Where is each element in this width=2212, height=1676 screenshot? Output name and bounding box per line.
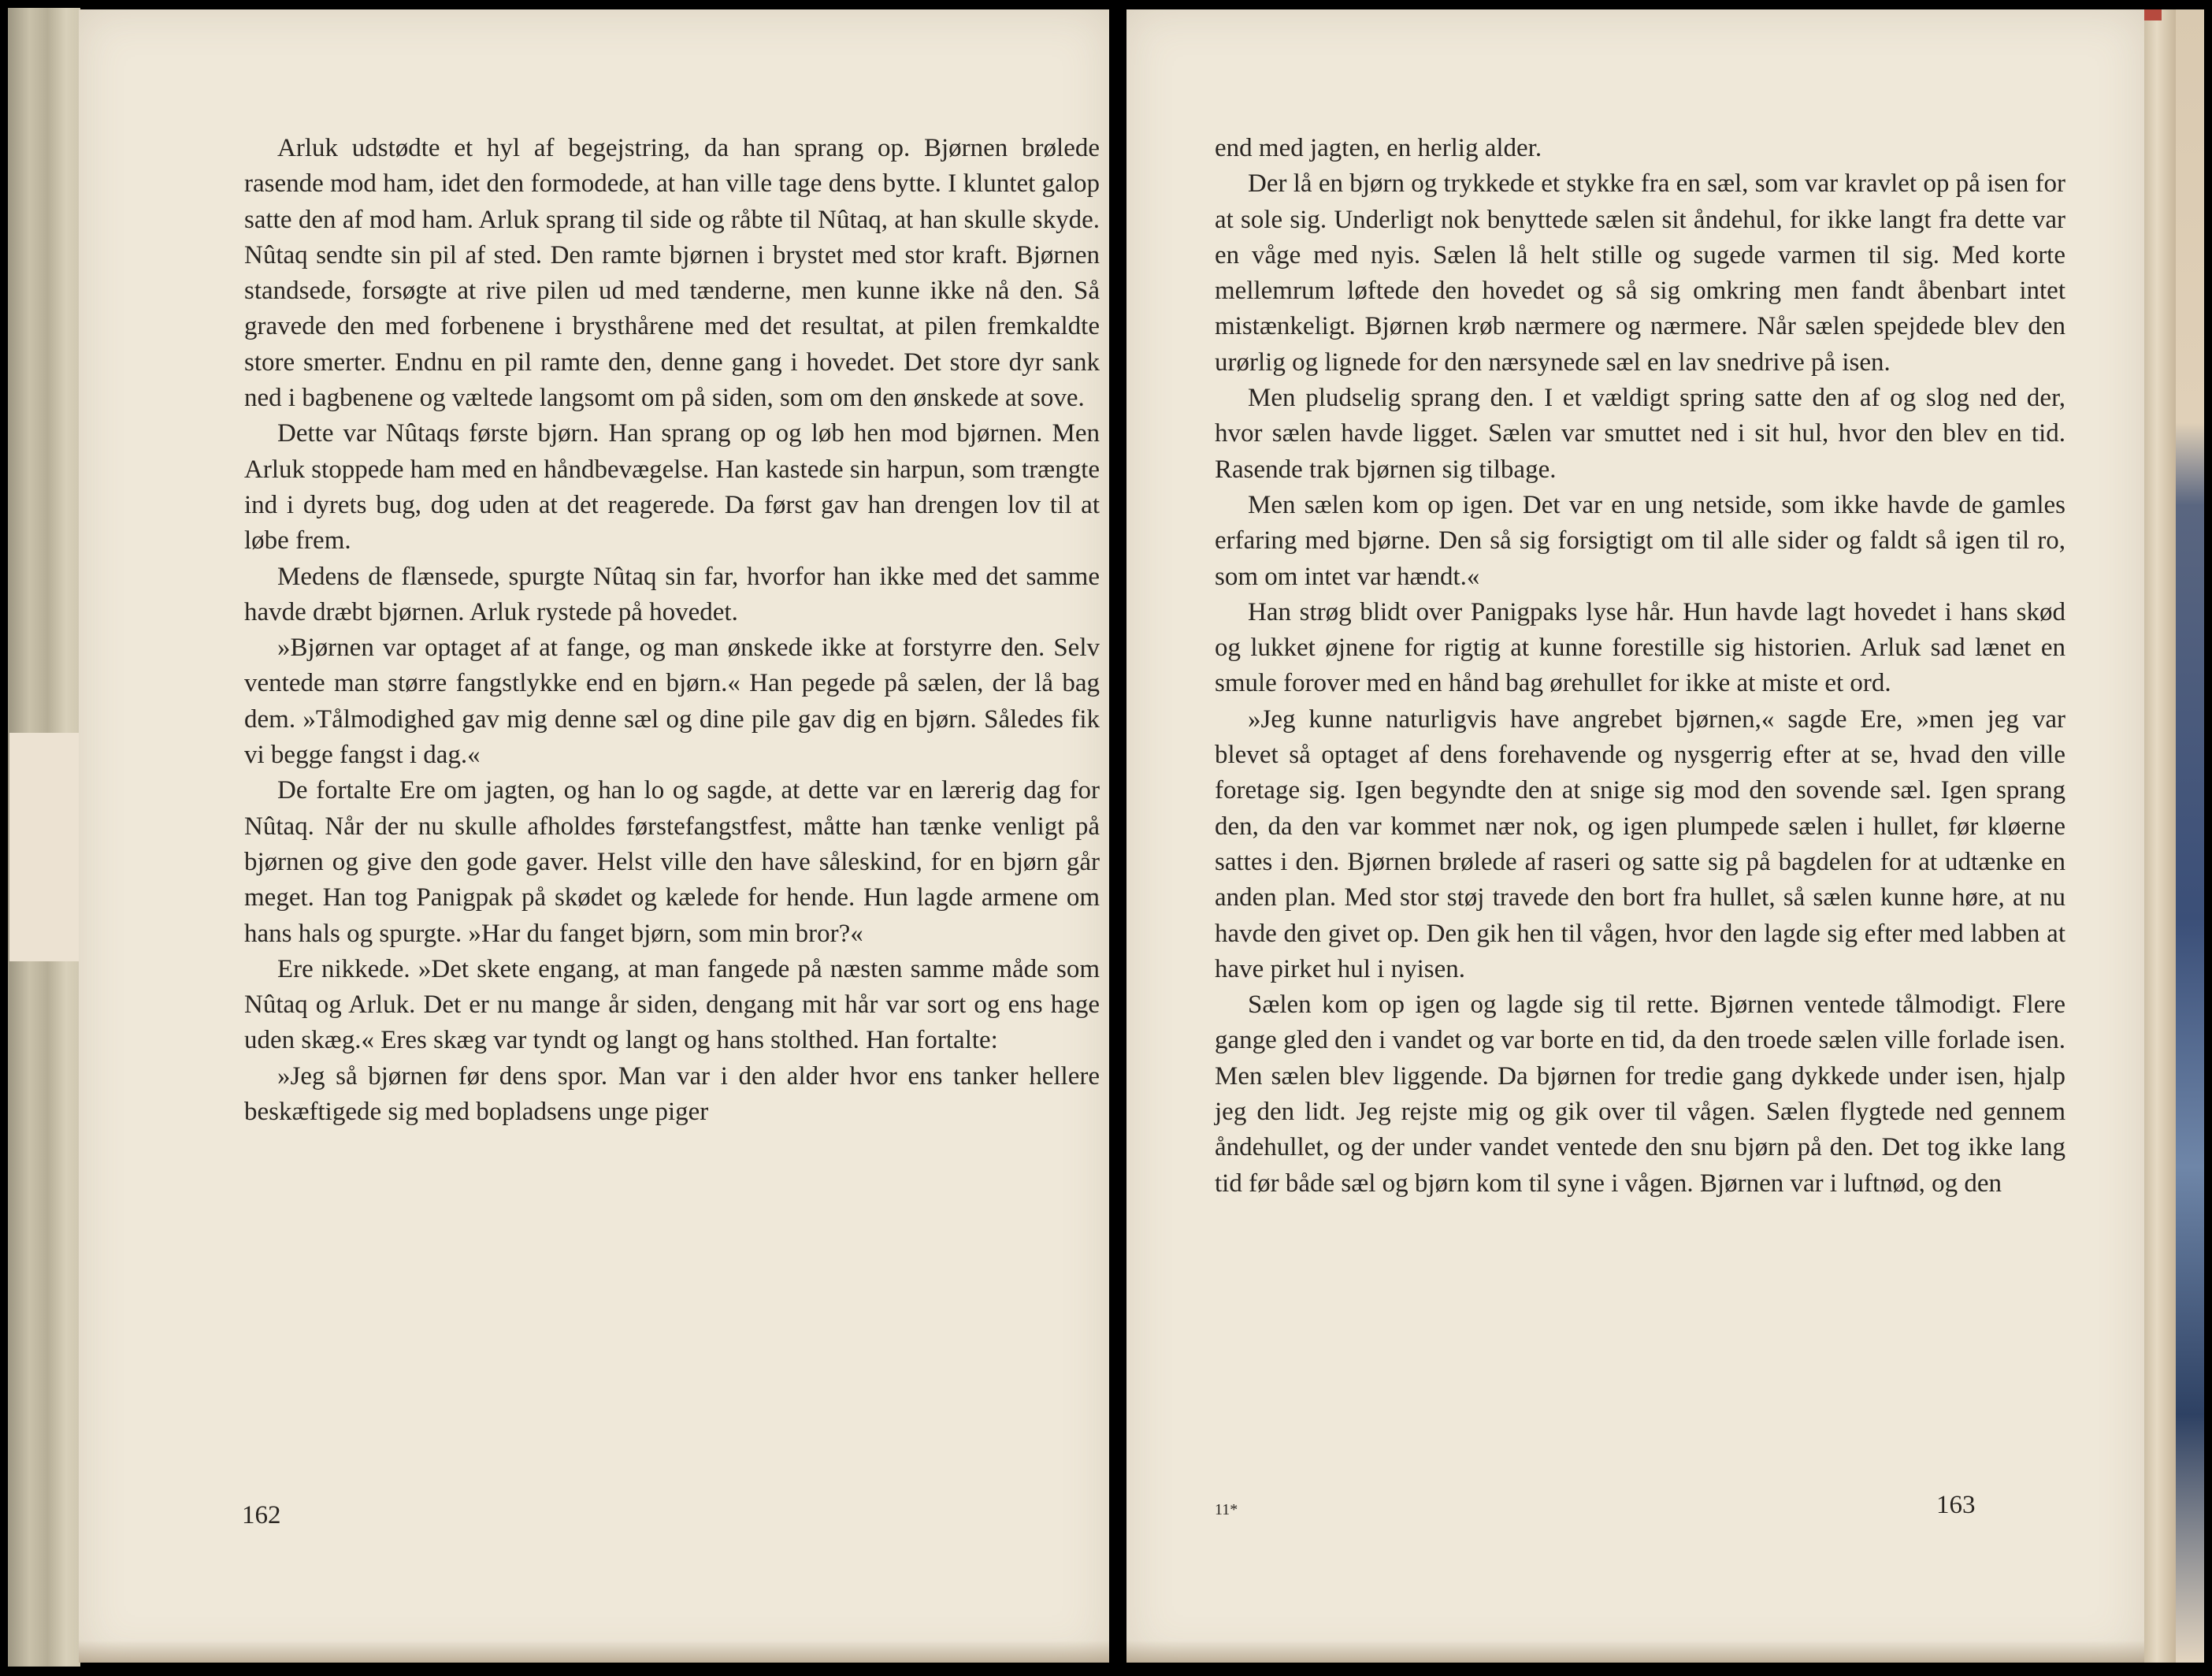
paragraph: De fortalte Ere om jagten, og han lo og sagde, at dette var en lærerig dag for Nûtaq. Når der nu skulle afholdes førstefangstfest, måtte han tænke venligt på bjørnen og give den gode gaver. Helst ville den have såleskind, for en bjørn går meget. Han tog Panigpak på skødet og kælede for hende. Hun lagde armene om hans hals og spurgte. »Har du fanget bjørn, som min bror?« [244, 776, 1100, 948]
left-page-text [244, 131, 1100, 1130]
paragraph: Sælen kom op igen og lagde sig til rette. Bjørnen ventede tålmodigt. Flere gange gled den i vandet og var borte en tid, da den troede sælen ville forlade isen. Men sælen blev liggende. Da bjørnen for tredie gang dykkede under isen, hjalp jeg den lidt. Jeg rejste mig og gik over til vågen. Sælen flygtede ned gennem åndehullet, og der under vandet ventede den snu bjørn på den. Det tog ikke lang tid før både sæl og bjørn kom til syne i vågen. Bjørnen var i luftnød, og den [1215, 990, 2065, 1198]
page-shadow [79, 1641, 1109, 1663]
right-page [1126, 9, 2144, 1663]
paragraph: »Jeg så bjørnen før dens spor. Man var i den alder hvor ens tanker hellere beskæftigede sig med bopladsens unge piger [244, 1061, 1100, 1127]
page-shadow [1126, 1641, 2144, 1663]
paragraph: Arluk udstødte et hyl af begejstring, da han sprang op. Bjørnen brølede rasende mod ham, idet den formodede, at han ville tage dens bytte. I kluntet galop satte den af mod ham. Arluk sprang til side og råbte til Nûtaq, at han skulle skyde. Nûtaq sendte sin pil af sted. Den ramte bjørnen i brystet med stor kraft. Bjørnen standsede, forsøgte at rive pilen ud med tænderne, men kunne ikke nå den. Så gravede den med forbenene i brysthårene med det resultat, at pilen fremkaldte store smerter. Endnu en pil ramte den, denne gang i hovedet. Det store dyr sank ned i bagbenene og væltede langsomt om på siden, som om den ønskede at sove. [244, 134, 1100, 413]
signature-mark: 11* [1215, 1501, 1238, 1518]
paragraph: »Jeg kunne naturligvis have angrebet bjørnen,« sagde Ere, »men jeg var blevet så optaget af dens forehavende og nysgerrig efter at se, hvad den ville foretage sig. Igen begyndte den at snige sig mod den sovende sæl. Igen sprang den, da den var kommet nær nok, og igen plumpede sælen i hullet, før kløerne sattes i den. Bjørnen brølede af raseri og satte sig på bagdelen for at udtænke en anden plan. Med stor støj travede den bort fra hullet, så sælen kunne høre, at nu havde den givet op. Den gik hen til vågen, hvor den lagde sig efter med labben at have pirket hul i nyisen. [1215, 704, 2065, 983]
gutter [1109, 0, 1126, 1676]
cover-illustration-strip [2176, 9, 2204, 1663]
cover-red-mark [2144, 9, 2162, 20]
paragraph: Medens de flænsede, spurgte Nûtaq sin far, hvorfor han ikke med det samme havde dræbt bjørnen. Arluk rystede på hovedet. [244, 562, 1100, 626]
paragraph: »Bjørnen var optaget af at fange, og man ønskede ikke at forstyrre den. Selv ventede man større fangstlykke end en bjørn.« Han pegede på sælen, der lå bag dem. »Tålmodighed gav mig denne sæl og dine pile gav dig en bjørn. Således fik vi begge fangst i dag.« [244, 634, 1100, 770]
paragraph: Ere nikkede. »Det skete engang, at man fangede på næsten samme måde som Nûtaq og Arluk. Det er nu mange år siden, dengang mit hår var sort og ens hage uden skæg.« Eres skæg var tyndt og langt og hans stolthed. Han fortalte: [244, 954, 1100, 1055]
paragraph: Men sælen kom op igen. Det var en ung netside, som ikke havde de gamles erfaring med bjørne. Den så sig forsigtigt om til alle sider og faldt så igen til ro, som om intet var hændt.« [1215, 490, 2065, 591]
paragraph: Der lå en bjørn og trykkede et stykke fra en sæl, som var kravlet op på isen for at sole sig. Underligt nok benyttede sælen sit åndehul, for ikke langt fra dette var en våge med nyis. Sælen lå helt stille og sugede varmen til sig. Med korte mellemrum løftede den hovedet og så sig omkring men fandt åbenbart intet mistænkeligt. Bjørnen krøb nærmere og nærmere. Når sælen spejdede blev den urørlig og lignede for den nærsynede sæl en lav snedrive på isen. [1215, 169, 2065, 377]
book-cover-edge [2144, 9, 2176, 1663]
paragraph-continuation: end med jagten, en herlig alder. [1215, 134, 1542, 162]
paragraph: Dette var Nûtaqs første bjørn. Han sprang op og løb hen mod bjørnen. Men Arluk stoppede ham med en håndbevægelse. Han kastede sin harpun, som trængte ind i dyrets bug, dog uden at det reagerede. Da først gav han drengen lov til at løbe frem. [244, 419, 1100, 556]
left-page [79, 9, 1109, 1663]
page-number: 162 [242, 1501, 281, 1529]
page-number: 163 [1936, 1491, 1976, 1519]
paragraph: Han strøg blidt over Panigpaks lyse hår. Hun havde lagt hovedet i hans skød og lukket øjnene for rigtig at kunne forestille sig historien. Arluk sad lænet en smule forover med en hånd bag ørehullet for ikke at miste et ord. [1215, 597, 2065, 698]
paragraph: Men pludselig sprang den. I et vældigt spring satte den af og slog ned der, hvor sælen havde ligget. Sælen var smuttet ned i sit hul, hvor den blev en tid. Rasende trak bjørnen sig tilbage. [1215, 384, 2065, 484]
right-page-text [1215, 131, 2065, 1202]
